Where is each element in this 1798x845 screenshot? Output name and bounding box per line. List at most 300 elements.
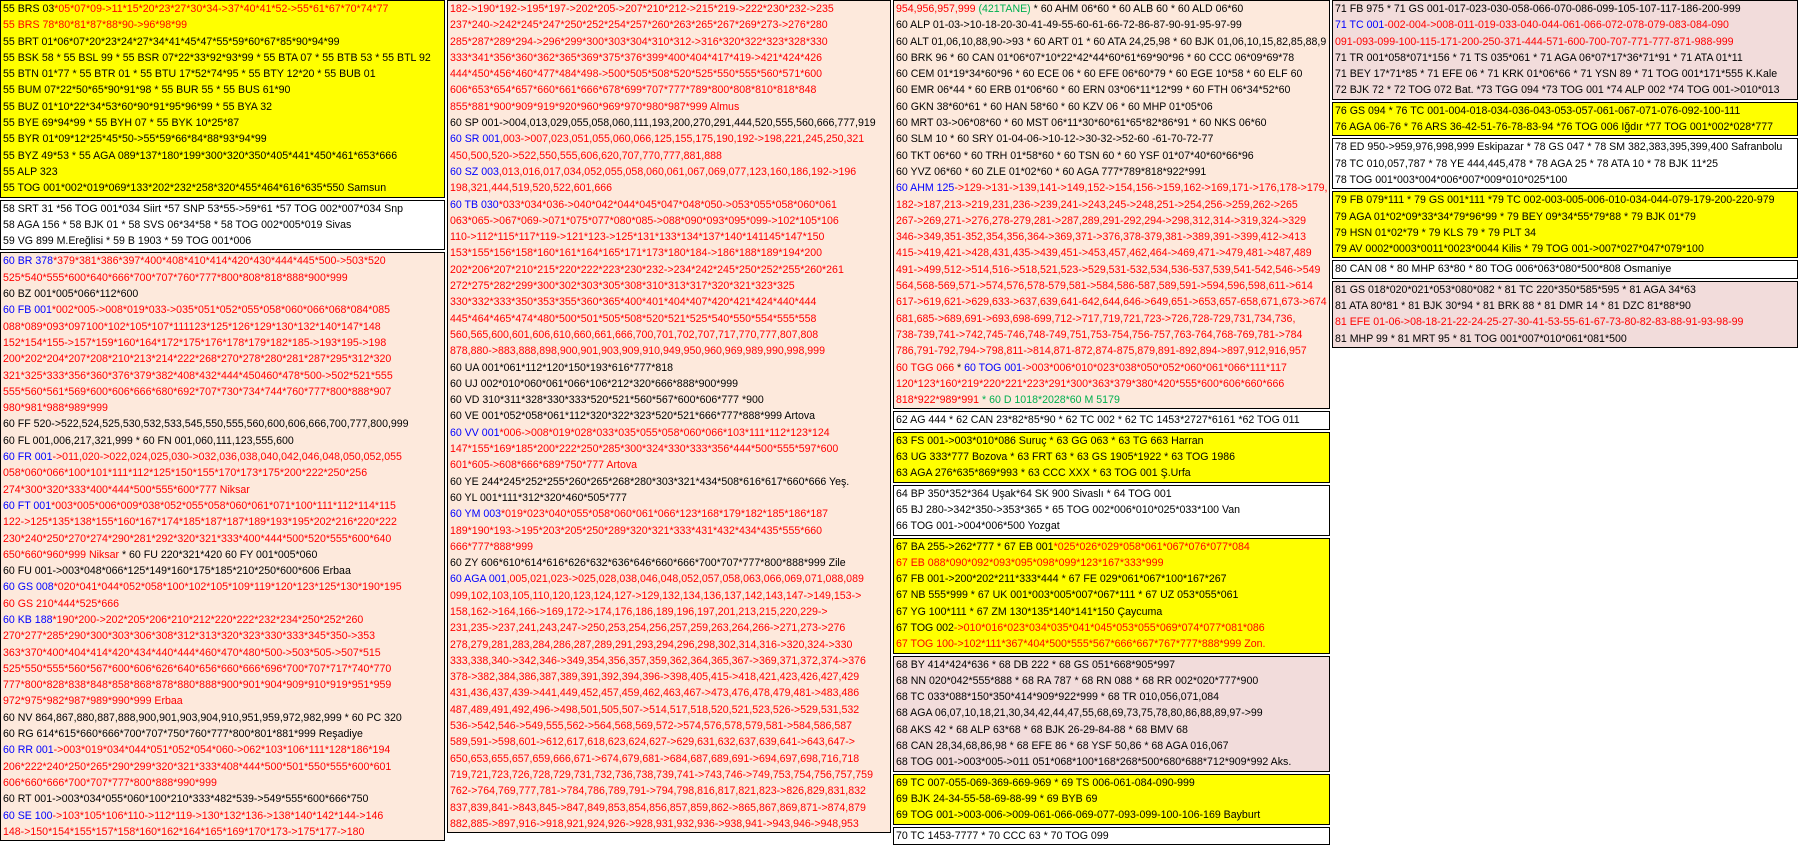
cell-line[interactable]	[1, 17, 444, 33]
cell-text: 153*155*156*158*160*161*164*165*171*173*180*184->186*188*189*194*200	[450, 247, 823, 260]
cell-text: 55 BYR 01*09*12*25*45*50->55*59*66*84*88*93*94*99	[3, 133, 267, 146]
cell-text: *003*005*006*009*038*052*055*058*060*061*071*100*111*112*114*115	[51, 499, 396, 512]
cell-text: 60 NV 864,867,880,887,888,900,901,903,904,910,951,959,972,982,999 * 60 PC 320	[3, 711, 402, 724]
cell-line[interactable]	[894, 539, 1329, 555]
cell-line[interactable]	[1, 99, 444, 115]
column-2	[447, 0, 891, 830]
cell-text: 60 FR 001	[3, 451, 53, 464]
cell-line[interactable]	[448, 115, 890, 131]
cell-line[interactable]	[448, 50, 890, 66]
cell-text: 60 RR 001	[3, 744, 54, 757]
cell-line[interactable]	[894, 311, 1329, 327]
cell-line[interactable]	[894, 148, 1329, 164]
cell-line[interactable]	[1333, 314, 1797, 330]
cell-text: 78 TC 010,057,787 * 78 YE 444,445,478 * 78 AGA 25 * 78 ATA 10 * 78 BJK 11*25	[1335, 157, 1719, 170]
cell-text: 68 AGA 06,07,10,18,21,30,34,42,44,47,55,68,69,73,75,78,80,86,88,89,97->99	[896, 707, 1263, 720]
cell-line[interactable]	[448, 555, 890, 571]
cell-line[interactable]	[894, 131, 1329, 147]
cell-text: 63 FS 001->003*010*086 Suruç * 63 GG 063 * 63 TG 663 Harran	[896, 434, 1204, 447]
cell-line[interactable]	[448, 441, 890, 457]
cell-text: 60 YL 001*111*312*320*460*505*777	[450, 491, 627, 504]
cell-text: 525*540*555*600*640*666*700*707*760*777*800*808*818*888*900*999	[3, 271, 348, 284]
cell-line[interactable]	[1, 335, 444, 351]
cell-line[interactable]	[894, 620, 1329, 636]
cell-line[interactable]	[894, 343, 1329, 359]
cell-text: 60 AGA 001	[450, 573, 507, 586]
cell-line[interactable]	[1, 498, 444, 514]
cell-line[interactable]	[448, 99, 890, 115]
cell-text: 278,279,281,283,284,286,287,289,291,293,294,296,298,302,314,316->320,324->330	[450, 638, 853, 651]
cell-line[interactable]	[1333, 241, 1797, 257]
cell-line[interactable]	[894, 433, 1329, 449]
cell-line[interactable]	[1, 710, 444, 726]
cell-line[interactable]	[448, 82, 890, 98]
cell-line[interactable]	[1, 351, 444, 367]
cell-line[interactable]	[1, 579, 444, 595]
cell-block	[1332, 191, 1798, 258]
cell-text: 601*605->608*666*689*750*777 Artova	[450, 459, 638, 472]
cell-line[interactable]	[1, 433, 444, 449]
cell-line[interactable]	[1333, 192, 1797, 208]
cell-line[interactable]	[1333, 50, 1797, 66]
cell-line[interactable]	[448, 539, 890, 555]
cell-line[interactable]	[448, 164, 890, 180]
cell-text: 78 ED 950->959,976,998,999 Eskipazar * 78 GS 047 * 78 SM 382,383,395,399,400 Safranbolu	[1335, 141, 1783, 154]
cell-line[interactable]	[1333, 331, 1797, 347]
cell-text: 60 SE 100	[3, 809, 53, 822]
cell-text: 60 BRK 96 * 60 CAN 01*06*07*10*22*42*44*60*61*69*90*96 * 60 CCC 06*09*69*78	[896, 51, 1295, 64]
cell-text: 230*240*250*270*274*290*281*292*320*321*333*400*444*500*520*555*600*640	[3, 532, 392, 545]
cell-text: 60 RG 614*615*660*666*700*707*750*760*777*800*801*881*999 Reşadiye	[3, 728, 363, 741]
cell-text: 099,102,103,105,110,120,123,124,127->129,132,134,136,137,142,143,147->149,153->	[450, 589, 862, 602]
cell-line[interactable]	[894, 17, 1329, 33]
cell-text: 206*222*240*250*265*290*299*320*321*333*408*444*500*501*550*555*600*601	[3, 760, 392, 773]
cell-line[interactable]	[448, 734, 890, 750]
cell-text: 55 BRT 01*06*07*20*23*24*27*34*41*45*47*55*59*60*67*85*90*94*99	[3, 35, 340, 48]
cell-text: 81 ATA 80*81 * 81 BJK 30*94 * 81 BRK 88 * 81 DMR 14 * 81 DZC 81*88*90	[1335, 300, 1691, 313]
cell-text: 60 VE 001*052*058*061*112*320*322*323*520*521*666*777*888*999 Artova	[450, 410, 816, 423]
cell-text: 272*275*282*299*300*302*303*305*308*310*313*317*320*321*323*325	[450, 280, 795, 293]
cell-line[interactable]	[1, 270, 444, 286]
cell-text: 231,235->237,241,243,247->250,253,254,256,257,259,263,264,266->271,273->276	[450, 622, 846, 635]
cell-line[interactable]	[1, 286, 444, 302]
cell-line[interactable]	[1333, 34, 1797, 50]
cell-line[interactable]	[1, 233, 444, 249]
cell-line[interactable]	[448, 474, 890, 490]
cell-text: 60 FU 001->003*048*066*125*149*160*175*185*210*250*600*606 Erbaa	[3, 565, 351, 578]
cell-line[interactable]	[1, 693, 444, 709]
cell-line[interactable]	[894, 486, 1329, 502]
cell-text: 63 UG 333*777 Bozova * 63 FRT 63 * 63 GS 1905*1922 * 63 TOG 1986	[896, 451, 1236, 464]
cell-line[interactable]	[1333, 156, 1797, 172]
cell-line[interactable]	[448, 1, 890, 17]
cell-line[interactable]	[894, 689, 1329, 705]
cell-line[interactable]	[448, 213, 890, 229]
cell-line[interactable]	[1, 164, 444, 180]
cell-line[interactable]	[448, 376, 890, 392]
cell-text: 786,791-792,794->798,811->814,871-872,874-875,879,891-892,894->897,912,916,957	[896, 345, 1307, 358]
cell-text: 68 TOG 001->003*005->011 051*068*100*168*268*500*680*688*712*909*992 Aks.	[896, 756, 1292, 769]
cell-text: 564,568-569,571->574,576,578-579,581->584,586-587,589,591->594,596,598,611->614	[896, 280, 1313, 293]
cell-line[interactable]	[894, 738, 1329, 754]
cell-line[interactable]	[1, 661, 444, 677]
cell-block	[893, 774, 1330, 825]
cell-text: 120*123*160*219*220*221*223*291*300*363*379*380*420*555*600*606*660*666	[896, 377, 1285, 390]
cell-line[interactable]	[894, 327, 1329, 343]
cell-line[interactable]	[448, 604, 890, 620]
cell-line[interactable]	[448, 490, 890, 506]
cell-line[interactable]	[448, 408, 890, 424]
cell-line[interactable]	[1333, 103, 1797, 119]
cell-line[interactable]	[1, 416, 444, 432]
cell-line[interactable]	[894, 82, 1329, 98]
cell-line[interactable]	[448, 816, 890, 832]
cell-text: *033*034*036->040*042*044*045*047*048*050->053*055*058*060*061	[498, 198, 837, 211]
cell-text: 147*155*169*185*200*222*250*285*300*324*330*333*356*444*500*555*597*600	[450, 443, 839, 456]
cell-text: 972*975*982*987*989*990*999 Erbaa	[3, 695, 183, 708]
cell-line[interactable]	[448, 148, 890, 164]
cell-line[interactable]	[448, 685, 890, 701]
cell-line[interactable]	[448, 702, 890, 718]
column-3	[893, 0, 1330, 842]
cell-line[interactable]	[448, 588, 890, 604]
cell-line[interactable]	[894, 502, 1329, 518]
cell-line[interactable]	[448, 637, 890, 653]
cell-text: 71 TC 001	[1335, 19, 1385, 32]
cell-line[interactable]	[894, 360, 1329, 376]
cell-line[interactable]	[1, 531, 444, 547]
cell-line[interactable]	[1, 319, 444, 335]
cell-line[interactable]	[1, 726, 444, 742]
cell-line[interactable]	[448, 718, 890, 734]
cell-line[interactable]	[1, 115, 444, 131]
cell-text: 445*464*465*474*480*500*501*505*508*520*521*525*540*550*554*555*558	[450, 312, 817, 325]
cell-text: 738-739,741->742,745-746,748-749,751,753-754,756-757,763-764,768-769,781->784	[896, 328, 1303, 341]
cell-line[interactable]	[1, 628, 444, 644]
cell-line[interactable]	[894, 50, 1329, 66]
cell-line[interactable]	[448, 360, 890, 376]
cell-line[interactable]	[1, 66, 444, 82]
cell-text: 152*154*155->157*159*160*164*172*175*176*178*179*182*185->193*195->198	[3, 336, 387, 349]
cell-text: 71 BEY 17*71*85 * 71 EFE 06 * 71 KRK 01*06*66 * 71 YSN 89 * 71 TOG 001*171*555 K.Kale	[1335, 68, 1778, 81]
cell-text: 346->349,351-352,354,356,364->369,371->376,378-379,381->389,391->399,412->413	[896, 231, 1306, 244]
cell-text: *020*041*044*052*058*100*102*105*109*119*120*123*125*130*190*195	[53, 581, 402, 594]
cell-line[interactable]	[894, 587, 1329, 603]
cell-line[interactable]	[894, 262, 1329, 278]
cell-text: 78 TOG 001*003*004*006*007*009*010*025*100	[1335, 173, 1568, 186]
cell-text: 444*450*456*460*477*484*498->500*505*508*520*525*550*555*560*571*600	[450, 68, 823, 81]
cell-text: 60 EMR 06*44 * 60 ERB 01*06*60 * 60 ERN 03*06*11*12*99 * 60 FTH 06*34*52*60	[896, 84, 1291, 97]
cell-text: 837,839,841->843,845->847,849,853,854,856,857,859,862->865,867,869,871->874,879	[450, 801, 866, 814]
cell-text: 60 BZ 001*005*066*112*600	[3, 288, 139, 301]
cell-line[interactable]	[1, 824, 444, 840]
cell-line[interactable]	[448, 523, 890, 539]
cell-line[interactable]	[894, 449, 1329, 465]
cell-text: 76 AGA 06-76 * 76 ARS 36-42-51-76-78-83-94 *76 TOG 006 Iğdır *77 TOG 001*002*028*777	[1335, 121, 1773, 134]
cell-text: ,005,021,023->025,028,038,046,048,052,057,058,063,066,069,071,088,089	[506, 573, 864, 586]
cell-line[interactable]	[1, 148, 444, 164]
cell-line[interactable]	[1, 645, 444, 661]
cell-line[interactable]	[894, 754, 1329, 770]
cell-text: 285*287*289*294->296*299*300*303*304*310*312->316*320*322*323*328*330	[450, 35, 828, 48]
cell-line[interactable]	[1, 759, 444, 775]
cell-line[interactable]	[1, 131, 444, 147]
cell-text: 650*660*960*999 Niksar	[3, 548, 120, 561]
cell-text: 270*277*285*290*300*303*306*308*312*313*320*323*330*333*345*350->353	[3, 630, 376, 643]
cell-line[interactable]	[894, 376, 1329, 392]
cell-line[interactable]	[894, 197, 1329, 213]
cell-line[interactable]	[1333, 17, 1797, 33]
cell-line[interactable]	[894, 294, 1329, 310]
cell-line[interactable]	[894, 278, 1329, 294]
cell-text: 60 UA 001*061*112*120*150*193*616*777*818	[450, 361, 674, 374]
cell-line[interactable]	[1, 791, 444, 807]
cell-text: 71 FB 975 * 71 GS 001-017-023-030-058-066-070-086-099-105-107-117-186-200-999	[1335, 3, 1741, 15]
cell-text: 182->187,213->219,231,236->239,241->243,245->248,251->254,256->259,262->265	[896, 198, 1298, 211]
cell-text: 882,885->897,916->918,921,924,926->928,931,932,936->938,941->943,946->948,953	[450, 817, 859, 830]
cell-text: 67 BA 255->262*777 * 67 EB 001	[896, 540, 1054, 553]
cell-line[interactable]	[448, 506, 890, 522]
cell-line[interactable]	[1, 82, 444, 98]
cell-text: ->003*006*010*023*038*050*052*060*061*066*111*117	[1022, 361, 1287, 374]
cell-text: 69 BJK 24-34-55-58-69-88-99 * 69 BYB 69	[896, 792, 1098, 805]
cell-line[interactable]	[1, 465, 444, 481]
cell-line[interactable]	[1, 808, 444, 824]
cell-text: 62 AG 444 * 62 CAN 23*82*85*90 * 62 TC 002 * 62 TC 1453*2727*6161 *62 TOG 011	[896, 414, 1300, 427]
cell-line[interactable]	[1, 180, 444, 196]
cell-text: 202*206*207*210*215*220*222*223*230*232->234*242*245*250*252*255*260*261	[450, 263, 844, 276]
cell-text: 681,685->689,691->693,698-699,712->717,719,721,723->726,728-729,731,734,736,	[896, 312, 1296, 325]
cell-line[interactable]	[894, 180, 1329, 196]
cell-line[interactable]	[894, 657, 1329, 673]
cell-line[interactable]	[448, 17, 890, 33]
cell-line[interactable]	[894, 115, 1329, 131]
cell-line[interactable]	[1, 384, 444, 400]
cell-line[interactable]	[448, 34, 890, 50]
cell-line[interactable]	[1, 50, 444, 66]
cell-line[interactable]	[448, 197, 890, 213]
cell-line[interactable]	[1333, 1, 1797, 17]
cell-line[interactable]	[894, 791, 1329, 807]
cell-text: 60 KB 188	[3, 613, 53, 626]
cell-text: 60 ALT 01,06,10,88,90->93 * 60 ART 01 * 60 ATA 24,25,98 * 60 BJK 01,06,10,15,82,85,88,9	[896, 35, 1327, 48]
cell-block	[0, 200, 445, 251]
cell-text: 60 AHM 125	[896, 182, 955, 195]
cell-text: 58 SRT 31 *56 TOG 001*034 Siirt *57 SNP 53*55->59*61 *57 TOG 002*007*034 Snp	[3, 202, 404, 215]
cell-text: 55 BUZ 01*10*22*34*53*60*90*91*95*96*99 * 55 BYA 32	[3, 100, 272, 113]
cell-line[interactable]	[1333, 298, 1797, 314]
cell-line[interactable]	[894, 604, 1329, 620]
cell-line[interactable]	[894, 99, 1329, 115]
cell-text: 55 BRS 78*80*81*87*88*90->96*98*99	[3, 19, 188, 32]
cell-line[interactable]	[1, 368, 444, 384]
cell-text: 606*653*654*657*660*661*666*678*699*707*777*789*800*808*810*818*848	[450, 84, 817, 97]
cell-line[interactable]	[1333, 209, 1797, 225]
cell-text: 60 TKT 06*60 * 60 TRH 01*58*60 * 60 TSN 60 * 60 YSF 01*07*40*60*66*96	[896, 149, 1254, 162]
cell-text: 198,321,444,519,520,522,601,666	[450, 182, 613, 195]
cell-text: 110->112*115*117*119->121*123->125*131*133*134*137*140*141145*147*150	[450, 231, 825, 244]
cell-line[interactable]	[1, 400, 444, 416]
cell-line[interactable]	[448, 245, 890, 261]
cell-line[interactable]	[1333, 172, 1797, 188]
cell-line[interactable]	[894, 518, 1329, 534]
cell-line[interactable]	[1, 482, 444, 498]
cell-line[interactable]	[448, 783, 890, 799]
cell-text: 55 TOG 001*002*019*069*133*202*232*258*320*455*464*616*635*550 Samsun	[3, 182, 387, 195]
cell-text: 68 NN 020*042*555*888 * 68 RA 787 * 68 RN 088 * 68 RR 002*020*777*900	[896, 674, 1259, 687]
cell-line[interactable]	[894, 571, 1329, 587]
cell-text: 68 AKS 42 * 68 ALP 63*68 * 68 BJK 26-29-84-88 * 68 BMV 68	[896, 723, 1188, 736]
cell-text: 487,489,491,492,496->498,501,505,507->514,517,518,520,521,523,526->529,531,532	[450, 703, 860, 716]
cell-text: 65 BJ 280->342*350->353*365 * 65 TOG 002*006*010*025*033*100 Van	[896, 503, 1241, 516]
cell-text: 55 BRS 03	[3, 3, 55, 15]
cell-text: 60 YVZ 06*60 * 60 ZLE 01*02*60 * 60 AGA 777*789*818*922*991	[896, 165, 1207, 178]
cell-text: 55 BUM 07*22*50*65*90*91*98 * 55 BUR 55 * 55 BUS 61*90	[3, 84, 291, 97]
cell-line[interactable]	[448, 620, 890, 636]
cell-line[interactable]	[894, 213, 1329, 229]
cell-text: 60 SLM 10 * 60 SRY 01-04-06->10-12->30-32->52-60 -61-70-72-77	[896, 133, 1214, 146]
cell-line[interactable]	[894, 1, 1329, 17]
cell-line[interactable]	[448, 392, 890, 408]
cell-line[interactable]	[1, 449, 444, 465]
cell-text: 189*190*193->195*203*205*250*289*320*321*333*431*432*434*435*555*660	[450, 524, 823, 537]
cell-line[interactable]	[1333, 119, 1797, 135]
cell-line[interactable]	[894, 775, 1329, 791]
cell-line[interactable]	[894, 807, 1329, 823]
cell-line[interactable]	[448, 278, 890, 294]
cell-text: 60 MRT 03->06*08*60 * 60 MST 06*11*30*60*61*65*82*86*91 * 60 NKS 06*60	[896, 117, 1267, 130]
cell-line[interactable]	[448, 571, 890, 587]
cell-line[interactable]	[448, 669, 890, 685]
cell-text: 363*370*400*404*414*420*434*440*444*460*470*480*500->503*505->507*515	[3, 646, 381, 659]
cell-line[interactable]	[1333, 261, 1797, 277]
cell-line[interactable]	[894, 164, 1329, 180]
cell-text: 333*341*356*360*362*365*369*375*376*399*400*404*417*419->421*424*426	[450, 51, 823, 64]
cell-line[interactable]	[448, 229, 890, 245]
cell-line[interactable]	[448, 425, 890, 441]
cell-line[interactable]	[448, 66, 890, 82]
cell-block	[893, 538, 1330, 654]
cell-text: 762->764,769,777,781->784,786,789,791->794,798,816,817,821,823->826,829,831,832	[450, 785, 866, 798]
cell-line[interactable]	[448, 327, 890, 343]
cell-text: 818*922*989*991	[896, 394, 980, 407]
cell-line[interactable]	[1333, 82, 1797, 98]
cell-text: 55 BYZ 49*53 * 55 AGA 089*137*180*199*300*320*350*405*441*450*461*653*666	[3, 149, 398, 162]
cell-line[interactable]	[448, 180, 890, 196]
cell-line[interactable]	[894, 465, 1329, 481]
cell-line[interactable]	[448, 751, 890, 767]
cell-line[interactable]	[894, 636, 1329, 652]
cell-line[interactable]	[1, 1, 444, 17]
cell-text: 67 TOG 100->102*111*367*404*500*555*567*666*667*767*777*888*999 Zon.	[896, 638, 1266, 651]
cell-line[interactable]	[1333, 282, 1797, 298]
cell-line[interactable]	[894, 705, 1329, 721]
cell-text: 67 TOG 002	[896, 621, 954, 634]
cell-line[interactable]	[1, 677, 444, 693]
cell-line[interactable]	[448, 294, 890, 310]
cell-block	[893, 411, 1330, 429]
cell-line[interactable]	[894, 392, 1329, 408]
cell-line[interactable]	[894, 412, 1329, 428]
cell-line[interactable]	[448, 457, 890, 473]
cell-text: (421TANE)	[978, 3, 1031, 15]
cell-line[interactable]	[448, 343, 890, 359]
cell-text: 333,338,340->342,346->349,354,356,357,359,362,364,365,367->369,371,372,374->376	[450, 654, 866, 667]
cell-text: 158,162->164,166->169,172->174,176,186,189,196,197,201,213,215,220,229->	[450, 605, 828, 618]
cell-line[interactable]	[1, 563, 444, 579]
cell-text: 79 AGA 01*02*09*33*34*79*96*99 * 79 BEY 09*34*55*79*88 * 79 BJK 01*79	[1335, 210, 1696, 223]
cell-line[interactable]	[1, 514, 444, 530]
cell-text: 60 UJ 002*010*060*061*066*106*212*320*666*888*900*999	[450, 377, 739, 390]
cell-text: 60 ALP 01-03->10-18-20-30-41-49-55-60-61-66-72-86-87-90-91-95-97-99	[896, 19, 1242, 32]
cell-text: 55 BTN 01*77 * 55 BTR 01 * 55 BTU 17*52*74*95 * 55 BTY 12*20 * 55 BUB 01	[3, 68, 376, 81]
cell-line[interactable]	[894, 66, 1329, 82]
cell-text: 378->382,384,386,387,389,391,392,394,396->398,405,415->418,421,423,426,427,429	[450, 671, 860, 684]
cell-text: ,003->007,023,051,055,060,066,125,155,175,190,192->198,221,245,250,321	[500, 133, 865, 146]
cell-line[interactable]	[894, 722, 1329, 738]
cell-line[interactable]	[448, 131, 890, 147]
cell-line[interactable]	[894, 245, 1329, 261]
cell-text: 81 EFE 01-06->08-18-21-22-24-25-27-30-41-53-55-61-67-73-80-82-83-88-91-93-98-99	[1335, 316, 1744, 329]
cell-line[interactable]	[1, 201, 444, 217]
cell-line[interactable]	[448, 800, 890, 816]
cell-text: * 60 FU 220*321*420 60 FY 001*005*060	[119, 548, 318, 561]
cell-line[interactable]	[894, 828, 1329, 844]
cell-text: 60 CEM 01*19*34*60*96 * 60 ECE 06 * 60 EFE 06*60*79 * 60 EGE 10*58 * 60 ELF 60	[896, 68, 1303, 81]
cell-text: 64 BP 350*352*364 Uşak*64 SK 900 Sivaslı * 64 TOG 001	[896, 487, 1172, 500]
cell-line[interactable]	[894, 555, 1329, 571]
cell-line[interactable]	[448, 262, 890, 278]
cell-text: 60 SP 001->004,013,029,055,058,060,111,193,200,270,291,444,520,555,560,666,777,919	[450, 117, 876, 130]
cell-line[interactable]	[1, 742, 444, 758]
cell-line[interactable]	[1333, 225, 1797, 241]
cell-line[interactable]	[1, 217, 444, 233]
cell-line[interactable]	[894, 229, 1329, 245]
cell-line[interactable]	[1, 775, 444, 791]
cell-text: 719,721,723,726,728,729,731,732,736,738,739,741->743,746->749,753,754,756,757,759	[450, 768, 873, 781]
cell-line[interactable]	[1, 34, 444, 50]
cell-line[interactable]	[1, 547, 444, 563]
cell-text: 536->542,546->549,555,562->564,568,569,572->574,576,578,579,581->584,586,587	[450, 720, 853, 733]
cell-line[interactable]	[448, 653, 890, 669]
cell-line[interactable]	[448, 767, 890, 783]
cell-text: 68 TC 033*088*150*350*414*909*922*999 * 68 TR 010,056,071,084	[896, 691, 1220, 704]
cell-line[interactable]	[1333, 66, 1797, 82]
cell-text: *	[954, 361, 965, 374]
column-1	[0, 0, 445, 838]
cell-text: 088*089*093*097100*102*105*107*111123*125*126*129*130*132*140*147*148	[3, 320, 381, 333]
cell-block	[1332, 138, 1798, 189]
cell-text: 76 GS 094 * 76 TC 001-004-018-034-036-043-053-057-061-067-071-076-092-100-111	[1335, 104, 1741, 117]
cell-block	[1332, 281, 1798, 348]
cell-line[interactable]	[1, 596, 444, 612]
cell-line[interactable]	[1, 612, 444, 628]
cell-text: 69 TC 007-055-069-369-669-969 * 69 TS 006-061-084-090-999	[896, 776, 1195, 789]
cell-text: 60 TOG 001	[964, 361, 1023, 374]
cell-line[interactable]	[448, 311, 890, 327]
cell-text: 60 GS 008	[3, 581, 54, 594]
cell-text: 60 ZY 606*610*614*616*626*632*636*646*660*666*700*707*777*800*888*999 Zile	[450, 557, 846, 570]
cell-text: 66 TOG 001->004*006*500 Yozgat	[896, 520, 1060, 533]
cell-text: ->011,020->022,024,025,030->032,036,038,040,042,046,048,050,052,055	[52, 451, 402, 464]
cell-line[interactable]	[1, 302, 444, 318]
cell-line[interactable]	[894, 34, 1329, 50]
cell-block	[893, 827, 1330, 845]
cell-line[interactable]	[1, 253, 444, 269]
cell-line[interactable]	[894, 673, 1329, 689]
cell-line[interactable]	[1333, 139, 1797, 155]
cell-text: 525*550*555*560*567*600*606*626*640*656*660*666*696*700*707*717*740*770	[3, 662, 392, 675]
